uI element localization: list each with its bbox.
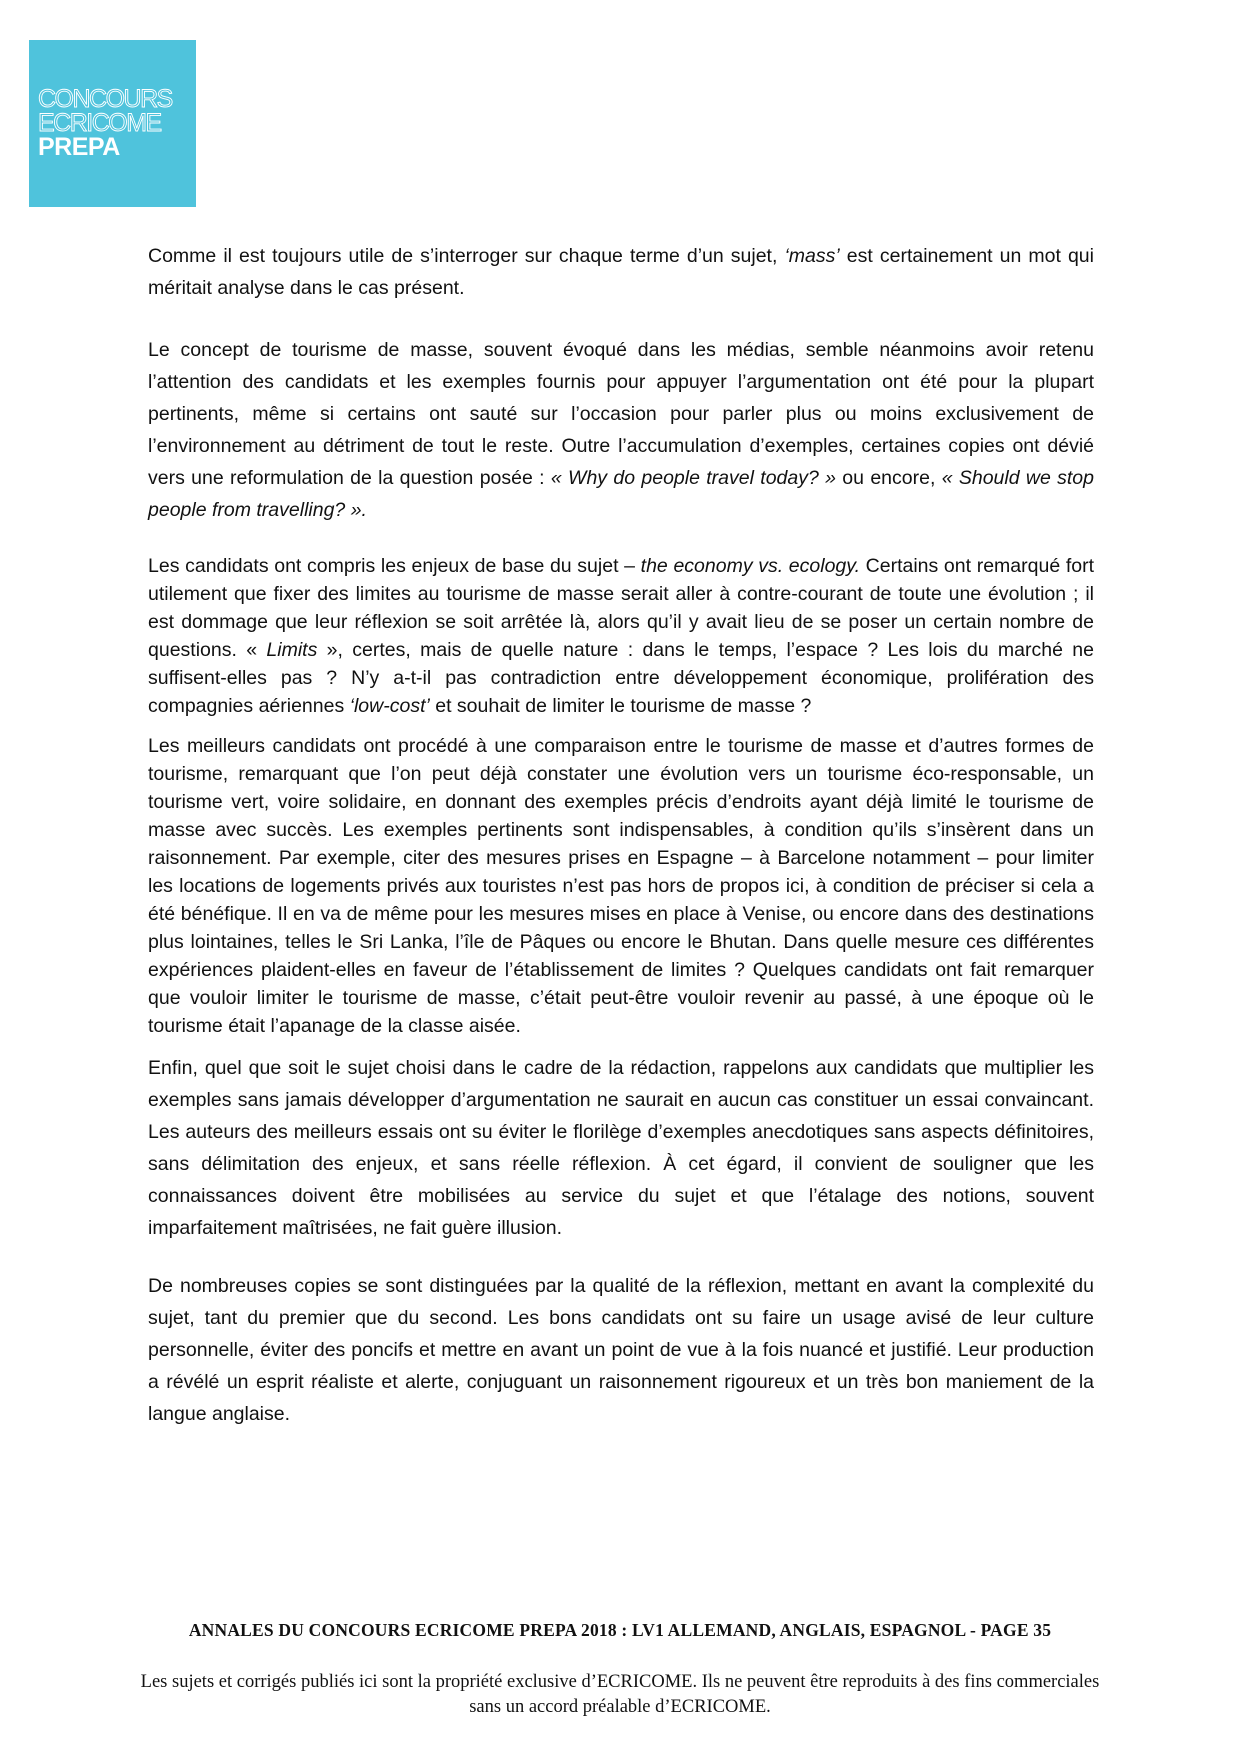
footer-title: ANNALES DU CONCOURS ECRICOME PREPA 2018 : LV1 ALLEMAND, ANGLAIS, ESPAGNOL - PAGE 35 (188, 1620, 1052, 1640)
logo-line-prepa: PREPA (38, 132, 120, 161)
text-segment: Les meilleurs candidats ont procédé à une comparaison entre le tourisme de masse et d’autres formes de tourisme, remarquant que l’on peut déjà constater une évolution vers un tourisme éco-responsable, un tourisme vert, voire solidaire, en donnant des exemples précis d’endroits ayant déjà limité le tourisme de masse avec succès. Les exemples pertinents sont indispensables, à condition qu’ils s’insèrent dans un raisonnement. Par exemple, citer des mesures prises en Espagne – à Barcelone notamment – pour limiter les locations de logements privés aux touristes n’est pas hors de propos ici, à condition de préciser si cela a été bénéfique. Il en va de même pour les mesures mises en place à Venise, ou encore dans des destinations plus lointaines, telles le Sri Lanka, l’île de Pâques ou encore le Bhutan. Dans quelle mesure ces différentes expériences plaident-elles en faveur de l’établissement de limites ? Quelques candidats ont fait remarquer que vouloir limiter le tourisme de masse, c’était peut-être vouloir revenir au passé, à une époque où le tourisme était l’apanage de la classe aisée. (148, 735, 1094, 1037)
italic-text-segment: ‘mass’ (784, 245, 840, 267)
text-segment: De nombreuses copies se sont distinguées par la qualité de la réflexion, mettant en avant la complexité du sujet, tant du premier que du second. Les bons candidats ont su faire un usage avisé de leur culture personnelle, éviter des poncifs et mettre en avant un point de vue à la fois nuancé et justifié. Leur production a révélé un esprit réaliste et alerte, conjuguant un raisonnement rigoureux et un très bon maniement de la langue anglaise. (148, 1275, 1094, 1425)
text-segment: Comme il est toujours utile de s’interroger sur chaque terme d’un sujet, (148, 245, 785, 267)
text-segment: ou encore, (835, 467, 942, 489)
italic-text-segment: the economy vs. ecology. (640, 555, 860, 577)
logo-line-concours: CONCOURS (38, 85, 172, 113)
italic-text-segment: « Should we stop people from travelling? ». (148, 467, 1094, 521)
text-segment: Les candidats ont compris les enjeux de base du sujet – (148, 555, 641, 577)
footer-copyright-notice: Les sujets et corrigés publiés ici sont la propriété exclusive d’ECRICOME. Ils ne peuvent être reproduits à des fins commerciales sans un accord préalable d’ECRICOME. (140, 1672, 1100, 1717)
text-segment: est certainement un mot qui méritait analyse dans le cas présent. (148, 245, 1094, 299)
logo-text (38, 85, 172, 161)
text-segment: Le concept de tourisme de masse, souvent évoqué dans les médias, semble néanmoins avoir retenu l’attention des candidats et les exemples fournis pour appuyer l’argumentation ont été pour la plupart pertinents, même si certains ont sauté sur l’occasion pour parler plus ou moins exclusivement de l’environnement au détriment de tout le reste. Outre l’accumulation d’exemples, certaines copies ont dévié vers une reformulation de la question posée : (148, 339, 1094, 489)
logo-line-ecricome: ECRICOME (38, 108, 161, 137)
paragraph-5 (148, 1052, 1094, 1244)
text-segment: et souhait de limiter le tourisme de masse ? (429, 695, 812, 717)
text-segment: Certains ont remarqué fort utilement que fixer des limites au tourisme de masse serait aller à contre-courant de toute une évolution ; il est dommage que leur réflexion se soit arrêtée là, alors qu’il y avait lieu de se poser un certain nombre de questions. « (148, 555, 1094, 661)
italic-text-segment: ‘low-cost’ (349, 695, 430, 717)
ecricome-logo (29, 40, 196, 207)
paragraph-6 (148, 1270, 1094, 1430)
paragraph-1 (148, 240, 1094, 304)
paragraph-3 (148, 552, 1094, 720)
text-segment: Enfin, quel que soit le sujet choisi dans le cadre de la rédaction, rappelons aux candidats que multiplier les exemples sans jamais développer d’argumentation ne saurait en aucun cas constituer un essai convaincant. Les auteurs des meilleurs essais ont su éviter le florilège d’exemples anecdotiques sans aspects définitoires, sans délimitation des enjeux, et sans réelle réflexion. À cet égard, il convient de souligner que les connaissances doivent être mobilisées au service du sujet et que l’étalage des notions, souvent imparfaitement maîtrisées, ne fait guère illusion. (148, 1057, 1094, 1239)
document-body (148, 240, 1094, 1430)
text-segment: », certes, mais de quelle nature : dans le temps, l’espace ? Les lois du marché ne suffisent-elles pas ? N’y a-t-il pas contradiction entre développement économique, prolifération des compagnies aériennes (148, 639, 1094, 717)
paragraph-4 (148, 732, 1094, 1040)
italic-text-segment: « Why do people travel today? » (550, 467, 836, 489)
paragraph-2 (148, 334, 1094, 526)
italic-text-segment: Limits (266, 639, 318, 661)
